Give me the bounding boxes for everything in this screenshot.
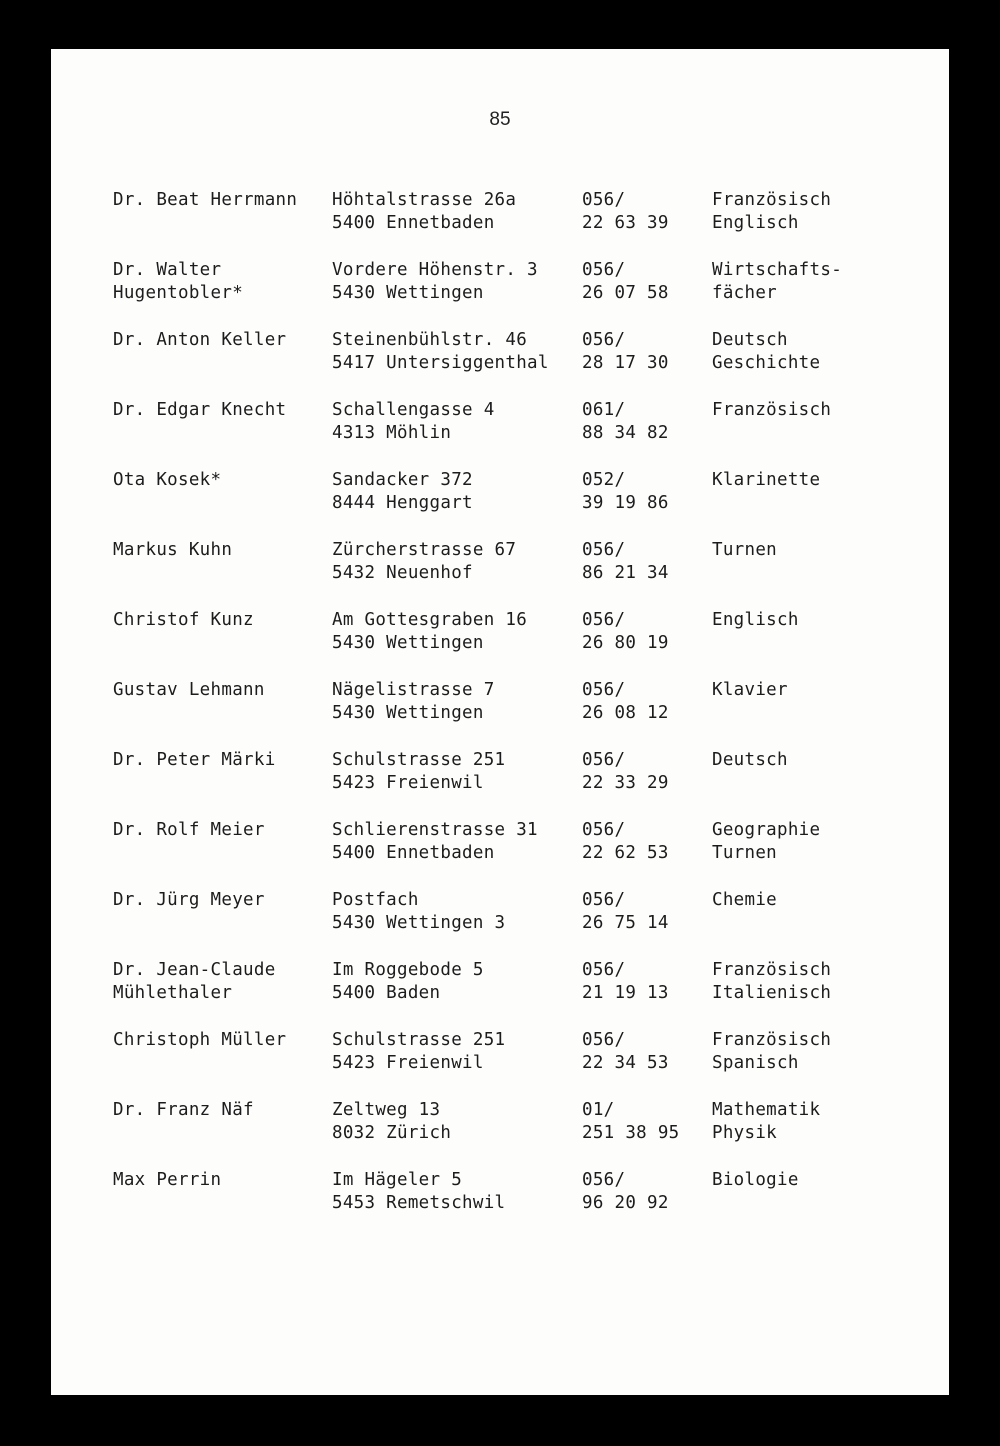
phone-number-line: 056/ [582, 1030, 626, 1050]
directory-entry [113, 189, 913, 259]
subjects-line: Deutsch [712, 330, 788, 350]
address-line: 5430 Wettingen 3 [332, 913, 506, 933]
phone-number-line: 22 33 29 [582, 773, 669, 793]
phone-number [582, 889, 669, 935]
subjects-line: Englisch [712, 610, 799, 630]
subjects-line: Mathematik [712, 1100, 821, 1120]
address-line: 5423 Freienwil [332, 1053, 484, 1073]
directory-entry [113, 329, 913, 399]
address [332, 539, 516, 585]
address-line: Postfach [332, 890, 419, 910]
phone-number [582, 959, 669, 1005]
subjects-line: Biologie [712, 1170, 799, 1190]
directory-list [113, 189, 913, 1239]
directory-entry [113, 539, 913, 609]
subjects [712, 1029, 831, 1075]
address [332, 399, 495, 445]
phone-number [582, 539, 669, 585]
person-name-line [113, 422, 286, 445]
person-name-line [113, 1192, 221, 1215]
address-line: Zeltweg 13 [332, 1100, 441, 1120]
subjects [712, 259, 842, 305]
phone-number-line: 39 19 86 [582, 493, 669, 513]
phone-number-line: 251 38 95 [582, 1123, 680, 1143]
directory-entry [113, 1169, 913, 1239]
person-name [113, 189, 297, 235]
address-line: 8032 Zürich [332, 1123, 452, 1143]
phone-number-line: 01/ [582, 1100, 615, 1120]
person-name-line: Dr. Franz Näf [113, 1100, 254, 1120]
subjects-line: Französisch [712, 960, 832, 980]
document-page [51, 49, 949, 1395]
phone-number-line: 056/ [582, 890, 626, 910]
subjects-line [712, 912, 777, 935]
address [332, 329, 549, 375]
address [332, 959, 484, 1005]
phone-number [582, 399, 669, 445]
subjects [712, 1169, 799, 1215]
phone-number-line: 056/ [582, 820, 626, 840]
person-name-line: Markus Kuhn [113, 540, 233, 560]
phone-number-line: 26 08 12 [582, 703, 669, 723]
person-name-line [113, 492, 221, 515]
subjects-line: Chemie [712, 890, 778, 910]
address-line: Vordere Höhenstr. 3 [332, 260, 538, 280]
person-name [113, 959, 276, 1005]
subjects [712, 1099, 820, 1145]
phone-number [582, 609, 669, 655]
person-name [113, 679, 265, 725]
person-name-line: Gustav Lehmann [113, 680, 265, 700]
address-line: Schulstrasse 251 [332, 750, 506, 770]
phone-number [582, 1169, 669, 1215]
person-name-line: Dr. Jean-Claude [113, 960, 276, 980]
address-line: 5430 Wettingen [332, 703, 484, 723]
person-name-line [113, 352, 286, 375]
phone-number-line: 052/ [582, 470, 626, 490]
directory-entry [113, 889, 913, 959]
person-name-line: Dr. Beat Herrmann [113, 190, 298, 210]
subjects-line [712, 492, 820, 515]
phone-number [582, 329, 669, 375]
person-name [113, 1099, 254, 1145]
phone-number-line: 26 07 58 [582, 283, 669, 303]
phone-number-line: 056/ [582, 260, 626, 280]
subjects [712, 819, 820, 865]
subjects-line: Italienisch [712, 983, 832, 1003]
person-name-line [113, 772, 276, 795]
directory-entry [113, 679, 913, 749]
subjects-line: Klarinette [712, 470, 821, 490]
directory-entry [113, 259, 913, 329]
phone-number-line: 22 63 39 [582, 213, 669, 233]
phone-number-line: 056/ [582, 680, 626, 700]
person-name [113, 749, 276, 795]
person-name-line: Christoph Müller [113, 1030, 287, 1050]
phone-number-line: 86 21 34 [582, 563, 669, 583]
person-name-line: Dr. Peter Märki [113, 750, 276, 770]
address-line: Schallengasse 4 [332, 400, 495, 420]
person-name-line: Mühlethaler [113, 983, 233, 1003]
address-line: 8444 Henggart [332, 493, 473, 513]
address-line: Steinenbühlstr. 46 [332, 330, 528, 350]
person-name-line [113, 212, 297, 235]
subjects-line: Geographie [712, 820, 821, 840]
phone-number [582, 259, 669, 305]
address-line: 5430 Wettingen [332, 633, 484, 653]
person-name [113, 469, 221, 515]
phone-number [582, 189, 669, 235]
subjects-line: Physik [712, 1123, 778, 1143]
subjects-line: Englisch [712, 213, 799, 233]
subjects-line [712, 632, 799, 655]
phone-number [582, 749, 669, 795]
subjects [712, 469, 820, 515]
address [332, 469, 473, 515]
subjects-line: Turnen [712, 843, 778, 863]
person-name-line: Dr. Walter [113, 260, 222, 280]
subjects-line [712, 422, 831, 445]
person-name-line [113, 1122, 254, 1145]
phone-number-line: 056/ [582, 1170, 626, 1190]
subjects [712, 679, 788, 725]
directory-entry [113, 1099, 913, 1169]
address [332, 679, 495, 725]
subjects-line: Geschichte [712, 353, 821, 373]
subjects-line: Französisch [712, 190, 832, 210]
address [332, 889, 505, 935]
address-line: Im Roggebode 5 [332, 960, 484, 980]
directory-entry [113, 399, 913, 469]
address-line: Im Hägeler 5 [332, 1170, 463, 1190]
person-name-line: Dr. Edgar Knecht [113, 400, 287, 420]
person-name-line: Hugentobler* [113, 283, 244, 303]
person-name-line: Dr. Anton Keller [113, 330, 287, 350]
address-line: 5430 Wettingen [332, 283, 484, 303]
subjects [712, 609, 799, 655]
directory-entry [113, 609, 913, 679]
address-line: Am Gottesgraben 16 [332, 610, 528, 630]
phone-number-line: 056/ [582, 960, 626, 980]
phone-number-line: 88 34 82 [582, 423, 669, 443]
address [332, 1099, 451, 1145]
subjects [712, 889, 777, 935]
subjects-line [712, 702, 788, 725]
phone-number [582, 469, 669, 515]
subjects-line: Spanisch [712, 1053, 799, 1073]
directory-entry [113, 469, 913, 539]
address [332, 1169, 505, 1215]
address-line: 5400 Baden [332, 983, 441, 1003]
subjects-line: fächer [712, 283, 778, 303]
phone-number [582, 1099, 680, 1145]
phone-number-line: 21 19 13 [582, 983, 669, 1003]
phone-number-line: 056/ [582, 190, 626, 210]
subjects-line [712, 562, 777, 585]
subjects [712, 749, 788, 795]
address [332, 259, 538, 305]
directory-entry [113, 749, 913, 819]
person-name [113, 539, 232, 585]
address-line: Schlierenstrasse 31 [332, 820, 538, 840]
address-line: 4313 Möhlin [332, 423, 452, 443]
subjects-line [712, 1192, 799, 1215]
phone-number-line: 056/ [582, 540, 626, 560]
phone-number-line: 28 17 30 [582, 353, 669, 373]
address-line: 5400 Ennetbaden [332, 213, 495, 233]
phone-number-line: 26 80 19 [582, 633, 669, 653]
person-name [113, 889, 265, 935]
directory-entry [113, 959, 913, 1029]
address [332, 1029, 505, 1075]
address-line: Schulstrasse 251 [332, 1030, 506, 1050]
person-name-line: Ota Kosek* [113, 470, 222, 490]
person-name [113, 399, 286, 445]
address [332, 609, 527, 655]
address-line: Sandacker 372 [332, 470, 473, 490]
phone-number-line: 22 62 53 [582, 843, 669, 863]
phone-number-line: 061/ [582, 400, 626, 420]
phone-number [582, 679, 669, 725]
subjects [712, 539, 777, 585]
address-line: 5417 Untersiggenthal [332, 353, 549, 373]
directory-entry [113, 819, 913, 889]
person-name-line [113, 1052, 286, 1075]
subjects-line: Klavier [712, 680, 788, 700]
subjects [712, 189, 831, 235]
phone-number-line: 26 75 14 [582, 913, 669, 933]
person-name [113, 819, 265, 865]
phone-number [582, 819, 669, 865]
address-line: Zürcherstrasse 67 [332, 540, 517, 560]
subjects-line: Deutsch [712, 750, 788, 770]
directory-entry [113, 1029, 913, 1099]
address-line: Höhtalstrasse 26a [332, 190, 517, 210]
subjects [712, 329, 820, 375]
person-name-line: Dr. Jürg Meyer [113, 890, 265, 910]
person-name [113, 259, 243, 305]
subjects-line: Turnen [712, 540, 778, 560]
phone-number-line: 056/ [582, 750, 626, 770]
phone-number-line: 056/ [582, 610, 626, 630]
address-line: 5453 Remetschwil [332, 1193, 506, 1213]
person-name-line [113, 562, 232, 585]
person-name [113, 329, 286, 375]
address [332, 189, 516, 235]
person-name-line: Christof Kunz [113, 610, 254, 630]
subjects [712, 959, 831, 1005]
address-line: 5400 Ennetbaden [332, 843, 495, 863]
subjects [712, 399, 831, 445]
subjects-line: Französisch [712, 1030, 832, 1050]
person-name-line [113, 702, 265, 725]
person-name [113, 1029, 286, 1075]
person-name-line: Dr. Rolf Meier [113, 820, 265, 840]
person-name [113, 609, 254, 655]
person-name-line [113, 842, 265, 865]
person-name-line [113, 912, 265, 935]
phone-number [582, 1029, 669, 1075]
phone-number-line: 056/ [582, 330, 626, 350]
address [332, 749, 505, 795]
address-line: 5432 Neuenhof [332, 563, 473, 583]
address-line: 5423 Freienwil [332, 773, 484, 793]
subjects-line [712, 772, 788, 795]
subjects-line: Wirtschafts- [712, 260, 843, 280]
person-name-line: Max Perrin [113, 1170, 222, 1190]
address [332, 819, 538, 865]
phone-number-line: 96 20 92 [582, 1193, 669, 1213]
subjects-line: Französisch [712, 400, 832, 420]
address-line: Nägelistrasse 7 [332, 680, 495, 700]
page-number: 85 [489, 109, 511, 130]
phone-number-line: 22 34 53 [582, 1053, 669, 1073]
person-name-line [113, 632, 254, 655]
person-name [113, 1169, 221, 1215]
